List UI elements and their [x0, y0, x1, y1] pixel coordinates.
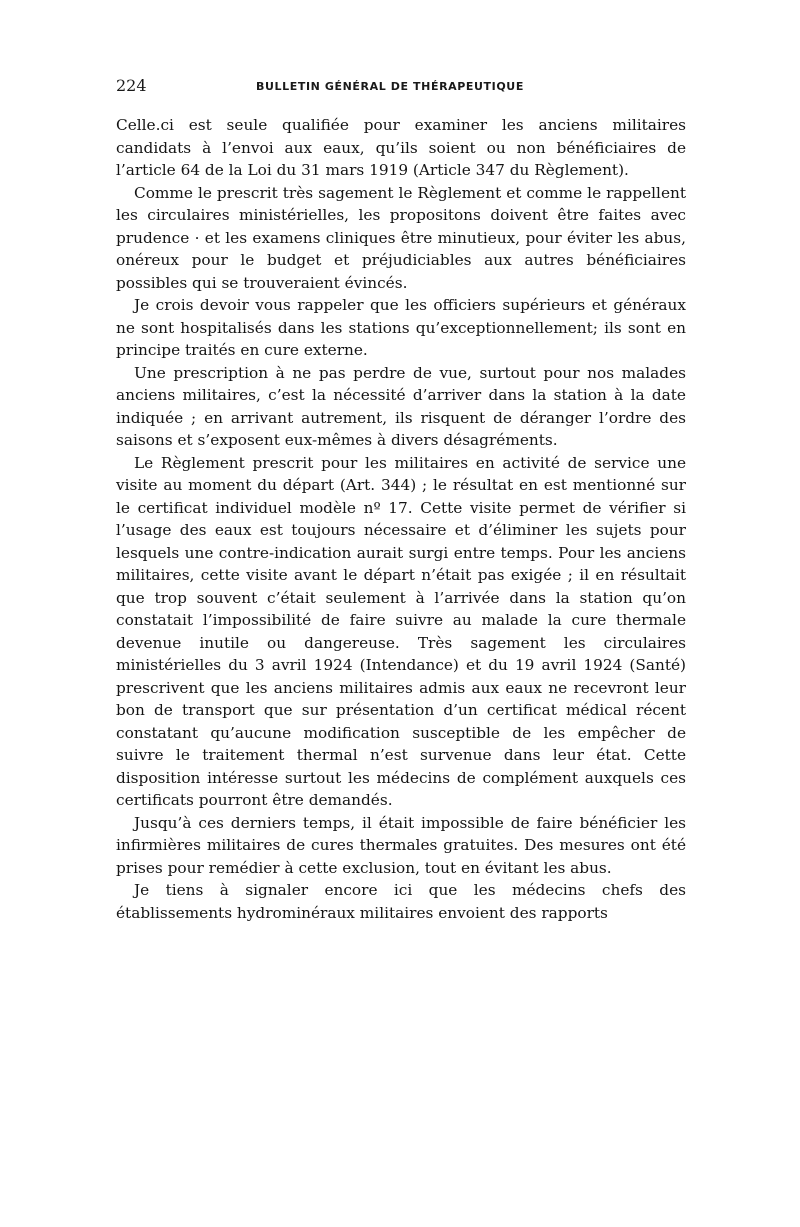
- paragraph-7: Je tiens à signaler encore ici que les médecins chefs des établissements hydrominéraux militaires envoient des rapports: [116, 881, 686, 922]
- paragraph-5: Le Règlement prescrit pour les militaires en activité de service une visite au moment du départ (Art. 344) ; le résultat en est mentionné sur le certificat individuel modèle nº 17. Cette visite permet de vérifier si l’usage des eaux est toujours nécessaire et d’éliminer les sujets pour lesquels une contre-indication aurait surgi entre temps. Pour les anciens militaires, cette visite avant le départ n’était pas exigée ; il en résultait que trop souvent c’était seulement à l’arrivée dans la station qu’on constatait l’impossibilité de faire suivre au malade la cure thermale devenue inutile ou dangereuse. Très sagement les circulaires ministérielles du 3 avril 1924 (Intendance) et du 19 avril 1924 (Santé) prescrivent que les anciens militaires admis aux eaux ne recevront leur bon de transport que sur présentation d’un certificat médical récent constatant qu’aucune modification susceptible de les empêcher de suivre le traitement thermal n’est survenue dans leur état. Cette disposition intéresse surtout les médecins de complément auxquels ces certificats pourront être demandés.: [116, 453, 686, 809]
- paragraph-6: Jusqu’à ces derniers temps, il était impossible de faire bénéficier les infirmières militaires de cures thermales gratuites. Des mesures ont été prises pour remédier à cette exclusion, tout en évitant les abus.: [116, 813, 686, 877]
- paragraph-3: Je crois devoir vous rappeler que les officiers supérieurs et généraux ne sont hospitalisés dans les stations qu’exceptionnellement; ils sont en principe traités en cure externe.: [116, 296, 686, 359]
- paragraph-2: Comme le prescrit très sagement le Règlement et comme le rappellent les circulaires ministérielles, les propositons doivent être faites avec prudence · et les examens cliniques être minutieux, pour éviter les abus, onéreux pour le budget et préjudiciables aux autres bénéficiaires possibles qui se trouveraient évincés.: [116, 183, 686, 292]
- page-number: 224: [116, 76, 147, 95]
- running-title: BULLETIN GÉNÉRAL DE THÉRAPEUTIQUE: [256, 80, 524, 93]
- paragraph-1: Celle.ci est seule qualifiée pour examiner les anciens militaires candidats à l’envoi aux eaux, qu’ils soient ou non bénéficiaires de l’article 64 de la Loi du 31 mars 1919 (Article 347 du Règlement).: [116, 116, 686, 179]
- body-text: [116, 114, 686, 924]
- paragraph-4: Une prescription à ne pas perdre de vue, surtout pour nos malades anciens militaires, c’est la nécessité d’arriver dans la station à la date indiquée ; en arrivant autrement, ils risquent de déranger l’ordre des saisons et s’exposent eux-mêmes à divers désagréments.: [116, 363, 686, 449]
- page-header: [116, 76, 686, 98]
